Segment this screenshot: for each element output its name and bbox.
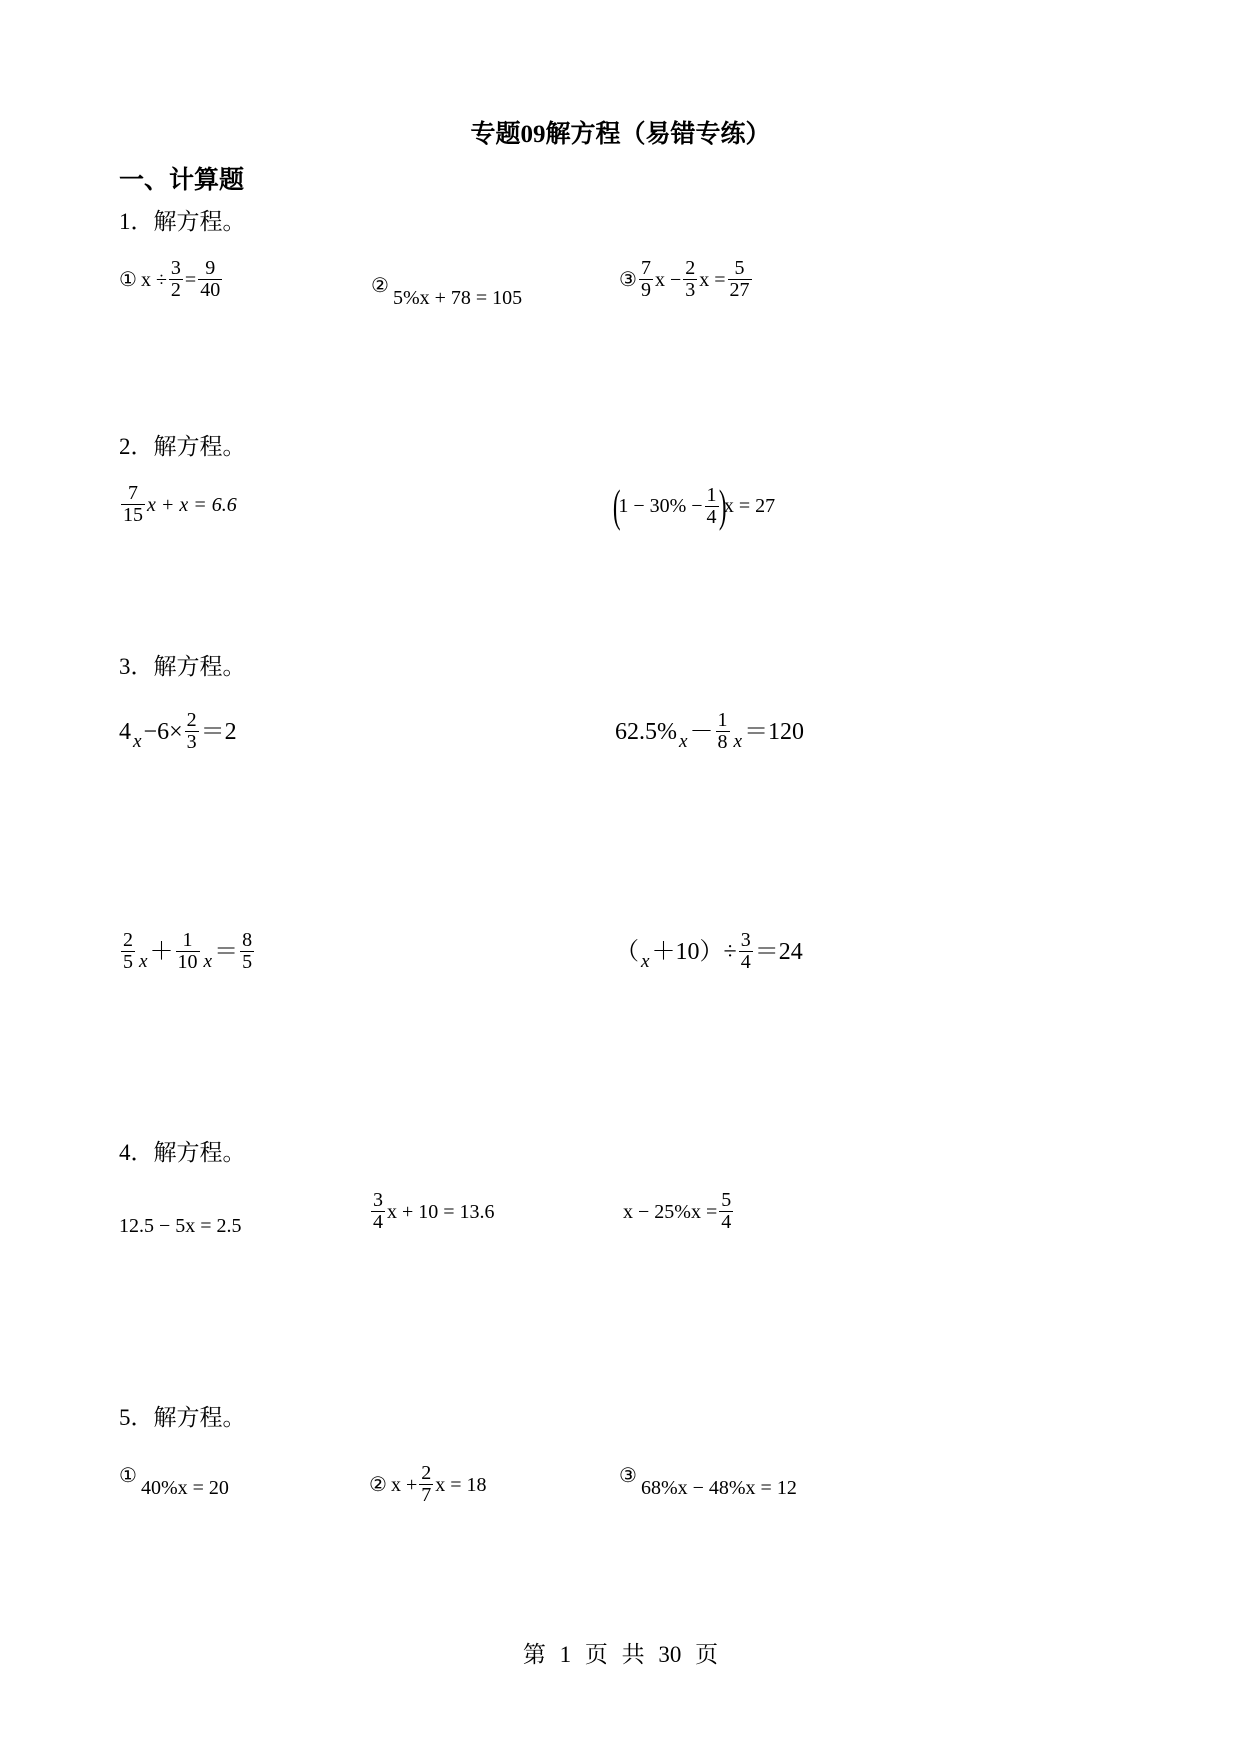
numerator: 2 (123, 929, 133, 951)
q1-equation-3 (619, 258, 754, 301)
q4-equation-3 (623, 1190, 735, 1233)
denominator: 5 (242, 951, 253, 973)
eq-text: x − (654, 268, 682, 291)
eq-text: 40%x = 20 (140, 1477, 229, 1499)
denominator: 5 (123, 951, 133, 973)
fraction (716, 710, 730, 753)
eq-text: ＝ (214, 938, 239, 965)
eq-text: 1 − 30% − (618, 495, 703, 517)
eq-text: 5%x + 78 = 105 (392, 287, 523, 309)
denominator: 27 (729, 279, 750, 301)
denominator: 40 (200, 279, 221, 301)
q2-equation-1 (119, 483, 237, 526)
numerator: 3 (170, 257, 181, 279)
circle-number-1: ① (119, 1465, 137, 1487)
q4-equation-1 (119, 1213, 242, 1239)
denominator: 10 (177, 951, 198, 973)
variable-x: x (133, 730, 142, 752)
numerator: 3 (740, 929, 751, 951)
fraction (371, 1190, 385, 1233)
eq-text: ＝24 (754, 938, 803, 965)
numerator: 2 (685, 257, 696, 279)
denominator: 4 (373, 1211, 383, 1233)
q1-equation-2 (371, 275, 523, 311)
eq-text: x = 27 (723, 495, 776, 517)
q3-equation-2 (615, 710, 804, 753)
question-3-heading: 3．解方程。 (119, 654, 246, 679)
numerator: 7 (128, 482, 138, 504)
eq-text: x = (699, 268, 726, 291)
eq-text: x + (390, 1473, 418, 1496)
question-4-heading: 4．解方程。 (119, 1140, 246, 1165)
eq-text: ＝120 (744, 718, 805, 745)
fraction (683, 258, 697, 301)
numerator: 7 (640, 257, 651, 279)
circle-number-3: ③ (619, 1465, 637, 1487)
eq-text: x + x = 6.6 (147, 493, 237, 516)
question-5-heading: 5．解方程。 (119, 1405, 246, 1430)
q2-equation-2 (612, 480, 776, 531)
eq-text: － (689, 718, 714, 745)
numerator: 5 (734, 257, 745, 279)
fraction (185, 710, 199, 753)
q3-equation-1 (119, 710, 237, 753)
page-title: 专题09解方程（易错专练） (470, 121, 771, 148)
q5-equation-3 (619, 1465, 797, 1501)
left-parenthesis: ( (612, 480, 621, 531)
fraction (419, 1463, 433, 1506)
fraction (739, 930, 753, 973)
denominator: 4 (740, 951, 751, 973)
circle-number-1: ① (119, 268, 137, 291)
q5-equation-1 (119, 1465, 229, 1501)
circle-number-3: ③ (619, 268, 637, 291)
fraction (176, 930, 200, 973)
numerator: 8 (242, 929, 253, 951)
page-footer: 第 1 页 共 30 页 (522, 1642, 719, 1667)
eq-text: 12.5 − 5x = 2.5 (119, 1215, 242, 1237)
denominator: 3 (685, 279, 696, 301)
denominator: 2 (170, 279, 181, 301)
numerator: 2 (421, 1462, 432, 1484)
eq-text: −6× (143, 718, 183, 745)
numerator: 5 (721, 1189, 732, 1211)
q5-equation-2 (369, 1463, 487, 1506)
eq-text: x ÷ (140, 268, 167, 291)
fraction (169, 258, 183, 301)
denominator: 7 (421, 1484, 432, 1506)
circle-number-2: ② (371, 275, 389, 297)
numerator: 1 (182, 929, 193, 951)
eq-text: 68%x − 48%x = 12 (640, 1477, 797, 1499)
q3-equation-3 (119, 930, 256, 973)
numerator: 1 (717, 709, 728, 731)
q3-equation-4 (615, 930, 803, 973)
eq-text: x + 10 = 13.6 (387, 1200, 495, 1223)
fraction (121, 483, 145, 526)
fraction (728, 258, 752, 301)
question-2-heading: 2．解方程。 (119, 434, 246, 459)
variable-x: x (679, 730, 688, 752)
fraction (705, 485, 719, 528)
question-1-heading: 1．解方程。 (119, 209, 246, 234)
eq-text: ＋ (149, 938, 174, 965)
numerator: 2 (186, 709, 197, 731)
circle-number-2: ② (369, 1473, 387, 1496)
fraction (198, 258, 222, 301)
variable-x: x (139, 950, 148, 972)
eq-text: x = 18 (435, 1473, 487, 1496)
numerator: 1 (706, 483, 717, 506)
denominator: 3 (186, 731, 197, 753)
fraction (121, 930, 135, 973)
numerator: 3 (373, 1189, 383, 1211)
eq-text: x − 25%x = (623, 1200, 718, 1223)
eq-text: 4 (119, 718, 131, 745)
numerator: 9 (205, 257, 216, 279)
right-parenthesis: ) (718, 480, 727, 531)
eq-text: = (184, 268, 197, 291)
q1-equation-1 (119, 258, 224, 301)
variable-x: x (641, 950, 650, 972)
fraction (240, 930, 254, 973)
denominator: 4 (721, 1211, 732, 1233)
fraction (719, 1190, 733, 1233)
eq-text: 62.5% (615, 718, 677, 745)
denominator: 9 (640, 279, 651, 301)
fraction (639, 258, 653, 301)
denominator: 15 (123, 504, 143, 526)
denominator: 4 (706, 505, 717, 528)
denominator: 8 (717, 731, 728, 753)
variable-x: x (733, 730, 743, 752)
q4-equation-2 (369, 1190, 495, 1233)
section-heading: 一、计算题 (119, 167, 245, 194)
variable-x: x (203, 950, 213, 972)
eq-text: ＋10）÷ (651, 938, 737, 965)
eq-text: （ (615, 938, 639, 965)
eq-text: ＝2 (200, 718, 237, 745)
